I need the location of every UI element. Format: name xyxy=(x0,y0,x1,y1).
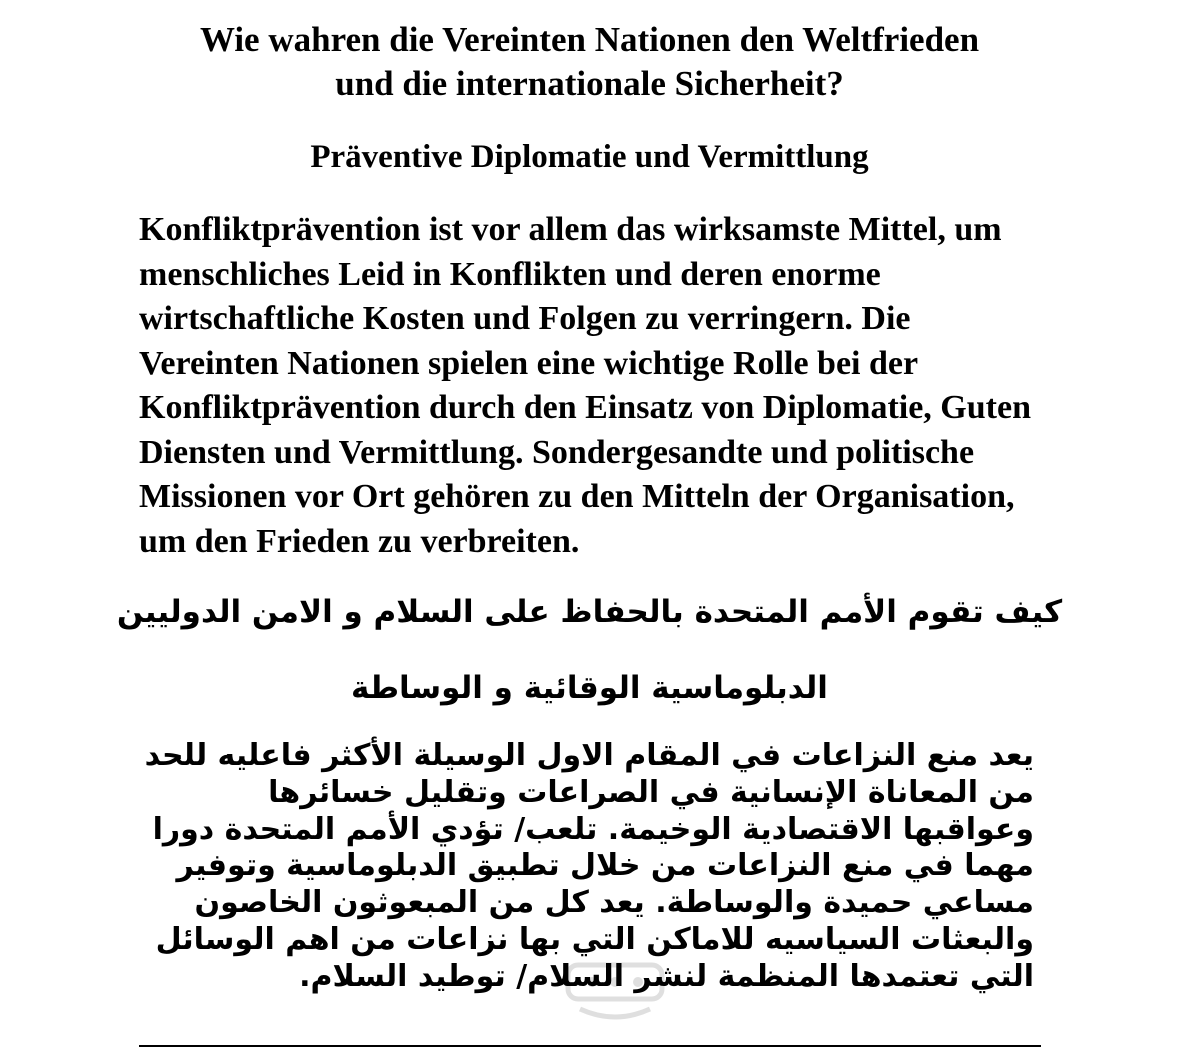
arabic-title: كيف تقوم الأمم المتحدة بالحفاظ على السلام و الامن الدوليين xyxy=(116,594,1063,630)
arabic-paragraph-line: يعد منع النزاعات في المقام الاول الوسيلة الأكثر فاعليه للحد xyxy=(144,738,1034,773)
arabic-paragraph-line: مساعي حميدة والوساطة. يعد كل من المبعوثون الخاصون xyxy=(194,885,1034,921)
german-title xyxy=(0,18,1179,106)
german-subtitle: Präventive Diplomatie und Vermittlung xyxy=(310,139,869,175)
arabic-paragraph-line: مهما في منع النزاعات من خلال تطبيق الدبلوماسية وتوفير xyxy=(176,848,1034,884)
arabic-subtitle: الدبلوماسية الوقائية و الوساطة xyxy=(351,670,828,706)
arabic-paragraph-line: وعواقبها الاقتصادية الوخيمة. تلعب/ تؤدي الأمم المتحدة دورا xyxy=(152,811,1034,847)
arabic-paragraph-line: والبعثات السياسيه للاماكن التي بها نزاعات من اهم الوسائل xyxy=(155,921,1034,957)
german-title-line-2: und die internationale Sicherheit? xyxy=(335,64,844,103)
arabic-paragraph-line: التي تعتمدها المنظمة لنشر السلام/ توطيد السلام. xyxy=(299,958,1034,994)
watermark-logo-icon xyxy=(560,955,670,1025)
arabic-paragraph-line: من المعاناة الإنسانية في الصراعات وتقليل خسائرها xyxy=(268,774,1034,810)
german-paragraph: Konfliktprävention ist vor allem das wirksamste Mittel, um menschliches Leid in Konflikten und deren enorme wirtschaftliche Kosten und Folgen zu verringern. Die Vereinten Nationen spielen eine wichtige Rolle bei der Konfliktprävention durch den Einsatz von Diplomatie, Guten Diensten und Vermittlung. Sondergesandte und politische Missionen vor Ort gehören zu den Mitteln der Organisation, um den Frieden zu verbreiten. xyxy=(139,211,1031,560)
last-line-underline xyxy=(139,1045,1041,1047)
german-title-line-1: Wie wahren die Vereinten Nationen den Weltfrieden xyxy=(199,20,980,59)
watermark-logo-icon xyxy=(560,955,670,1025)
